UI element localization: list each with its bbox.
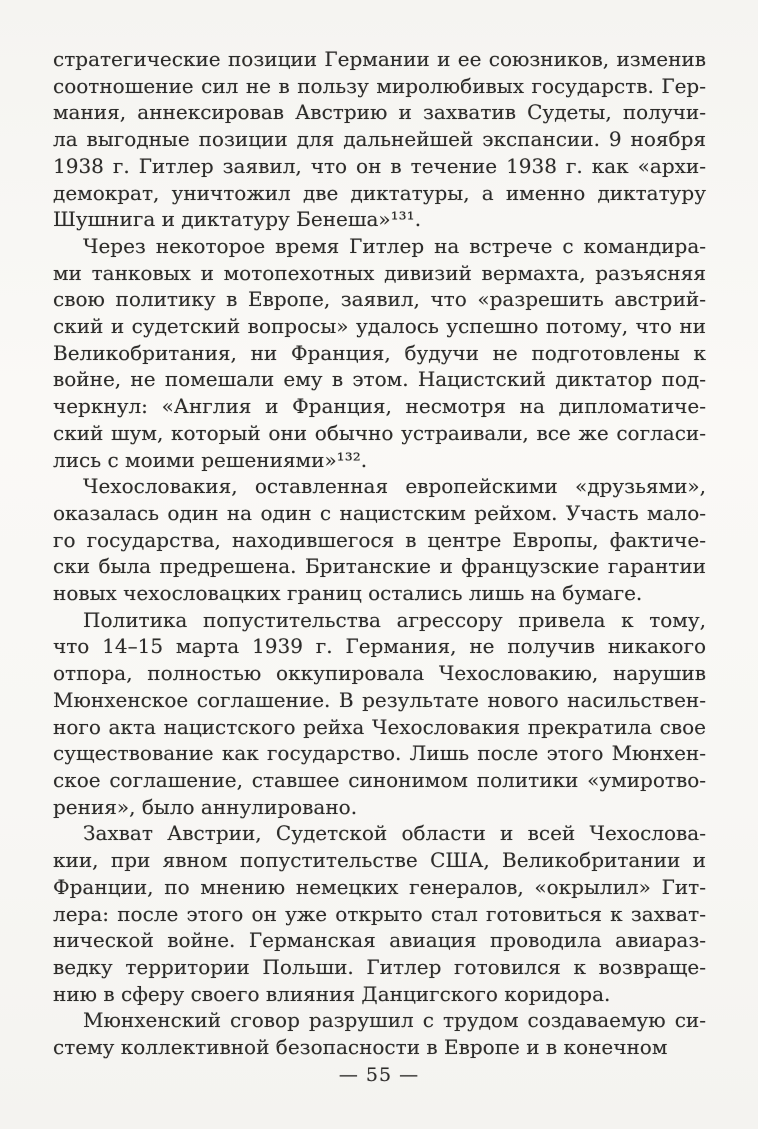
text-line: Франции, по мнению немецких генералов, «окрылил» Гит-: [53, 874, 706, 899]
text-line: существование как государство. Лишь после этого Мюнхен-: [53, 741, 706, 766]
paragraph: [53, 607, 706, 821]
text-line: стратегические позиции Германии и ее союзников, изменив: [53, 47, 706, 71]
text-line: войне, не помешали ему в этом. Нацистский диктатор под-: [53, 367, 706, 392]
text-line: лись с моими решениями»¹³².: [53, 447, 368, 472]
text-line: свою политику в Европе, заявил, что «разрешить австрий-: [53, 287, 706, 312]
text-line: Мюнхенский сговор разрушил с трудом создаваемую си-: [83, 1008, 706, 1033]
page-text: [53, 46, 706, 1061]
text-line: стему коллективной безопасности в Европе и в конечном: [53, 1035, 668, 1060]
text-line: кии, при явном попустительстве США, Великобритании и: [53, 848, 706, 873]
text-line: ский и судетский вопросы» удалось успешно потому, что ни: [53, 314, 706, 339]
text-line: мания, аннексировав Австрию и захватив Судеты, получи-: [53, 100, 706, 125]
text-line: ведку территории Польши. Гитлер готовился к возвраще-: [53, 954, 706, 979]
text-line: Шушнига и диктатуру Бенеша»¹³¹.: [53, 207, 422, 232]
paragraph: [53, 46, 706, 233]
text-line: ски была предрешена. Британские и французские гарантии: [53, 554, 706, 579]
text-line: что 14–15 марта 1939 г. Германия, не получив никакого: [53, 634, 706, 659]
text-line: Захват Австрии, Судетской области и всей Чехослова-: [83, 821, 706, 846]
text-line: демократ, уничтожил две диктатуры, а именно диктатуру: [53, 180, 706, 205]
text-line: черкнул: «Англия и Франция, несмотря на дипломатиче-: [53, 394, 706, 419]
text-line: оказалась один на один с нацистским рейхом. Участь мало-: [53, 500, 706, 525]
text-line: лера: после этого он уже открыто стал готовиться к захват-: [53, 901, 706, 926]
paragraph: [53, 1007, 706, 1060]
text-line: нию в сферу своего влияния Данцигского коридора.: [53, 981, 611, 1006]
text-line: го государства, находившегося в центре Европы, фактиче-: [53, 527, 706, 552]
text-line: ский шум, который они обычно устраивали, все же согласи-: [53, 420, 706, 445]
text-line: Мюнхенское соглашение. В результате нового насильствен-: [53, 687, 706, 712]
text-line: нической войне. Германская авиация проводила авиараз-: [53, 928, 706, 953]
text-line: ла выгодные позиции для дальнейшей экспансии. 9 ноября: [53, 127, 706, 152]
text-line: соотношение сил не в пользу миролюбивых государств. Гер-: [53, 73, 706, 98]
text-line: рения», было аннулировано.: [53, 794, 358, 819]
text-line: Чехословакия, оставленная европейскими «друзьями»,: [83, 474, 706, 499]
text-line: Через некоторое время Гитлер на встрече с командира-: [83, 233, 706, 258]
text-line: новых чехословацких границ остались лишь на бумаге.: [53, 581, 643, 606]
text-line: Великобритания, ни Франция, будучи не подготовлены к: [53, 340, 706, 365]
paragraph: [53, 820, 706, 1007]
paragraph: [53, 473, 706, 607]
text-line: ного акта нацистского рейха Чехословакия прекратила свое: [53, 714, 706, 739]
text-line: отпора, полностью оккупировала Чехословакию, нарушив: [53, 661, 706, 686]
text-line: ское соглашение, ставшее синонимом политики «умиротво-: [53, 767, 706, 792]
paragraph: [53, 233, 706, 473]
text-line: ми танковых и мотопехотных дивизий вермахта, разъясняя: [53, 260, 706, 285]
text-line: 1938 г. Гитлер заявил, что он в течение 1938 г. как «архи-: [53, 153, 706, 178]
page-number: — 55 —: [338, 1064, 420, 1086]
text-line: Политика попустительства агрессору привела к тому,: [83, 607, 706, 632]
